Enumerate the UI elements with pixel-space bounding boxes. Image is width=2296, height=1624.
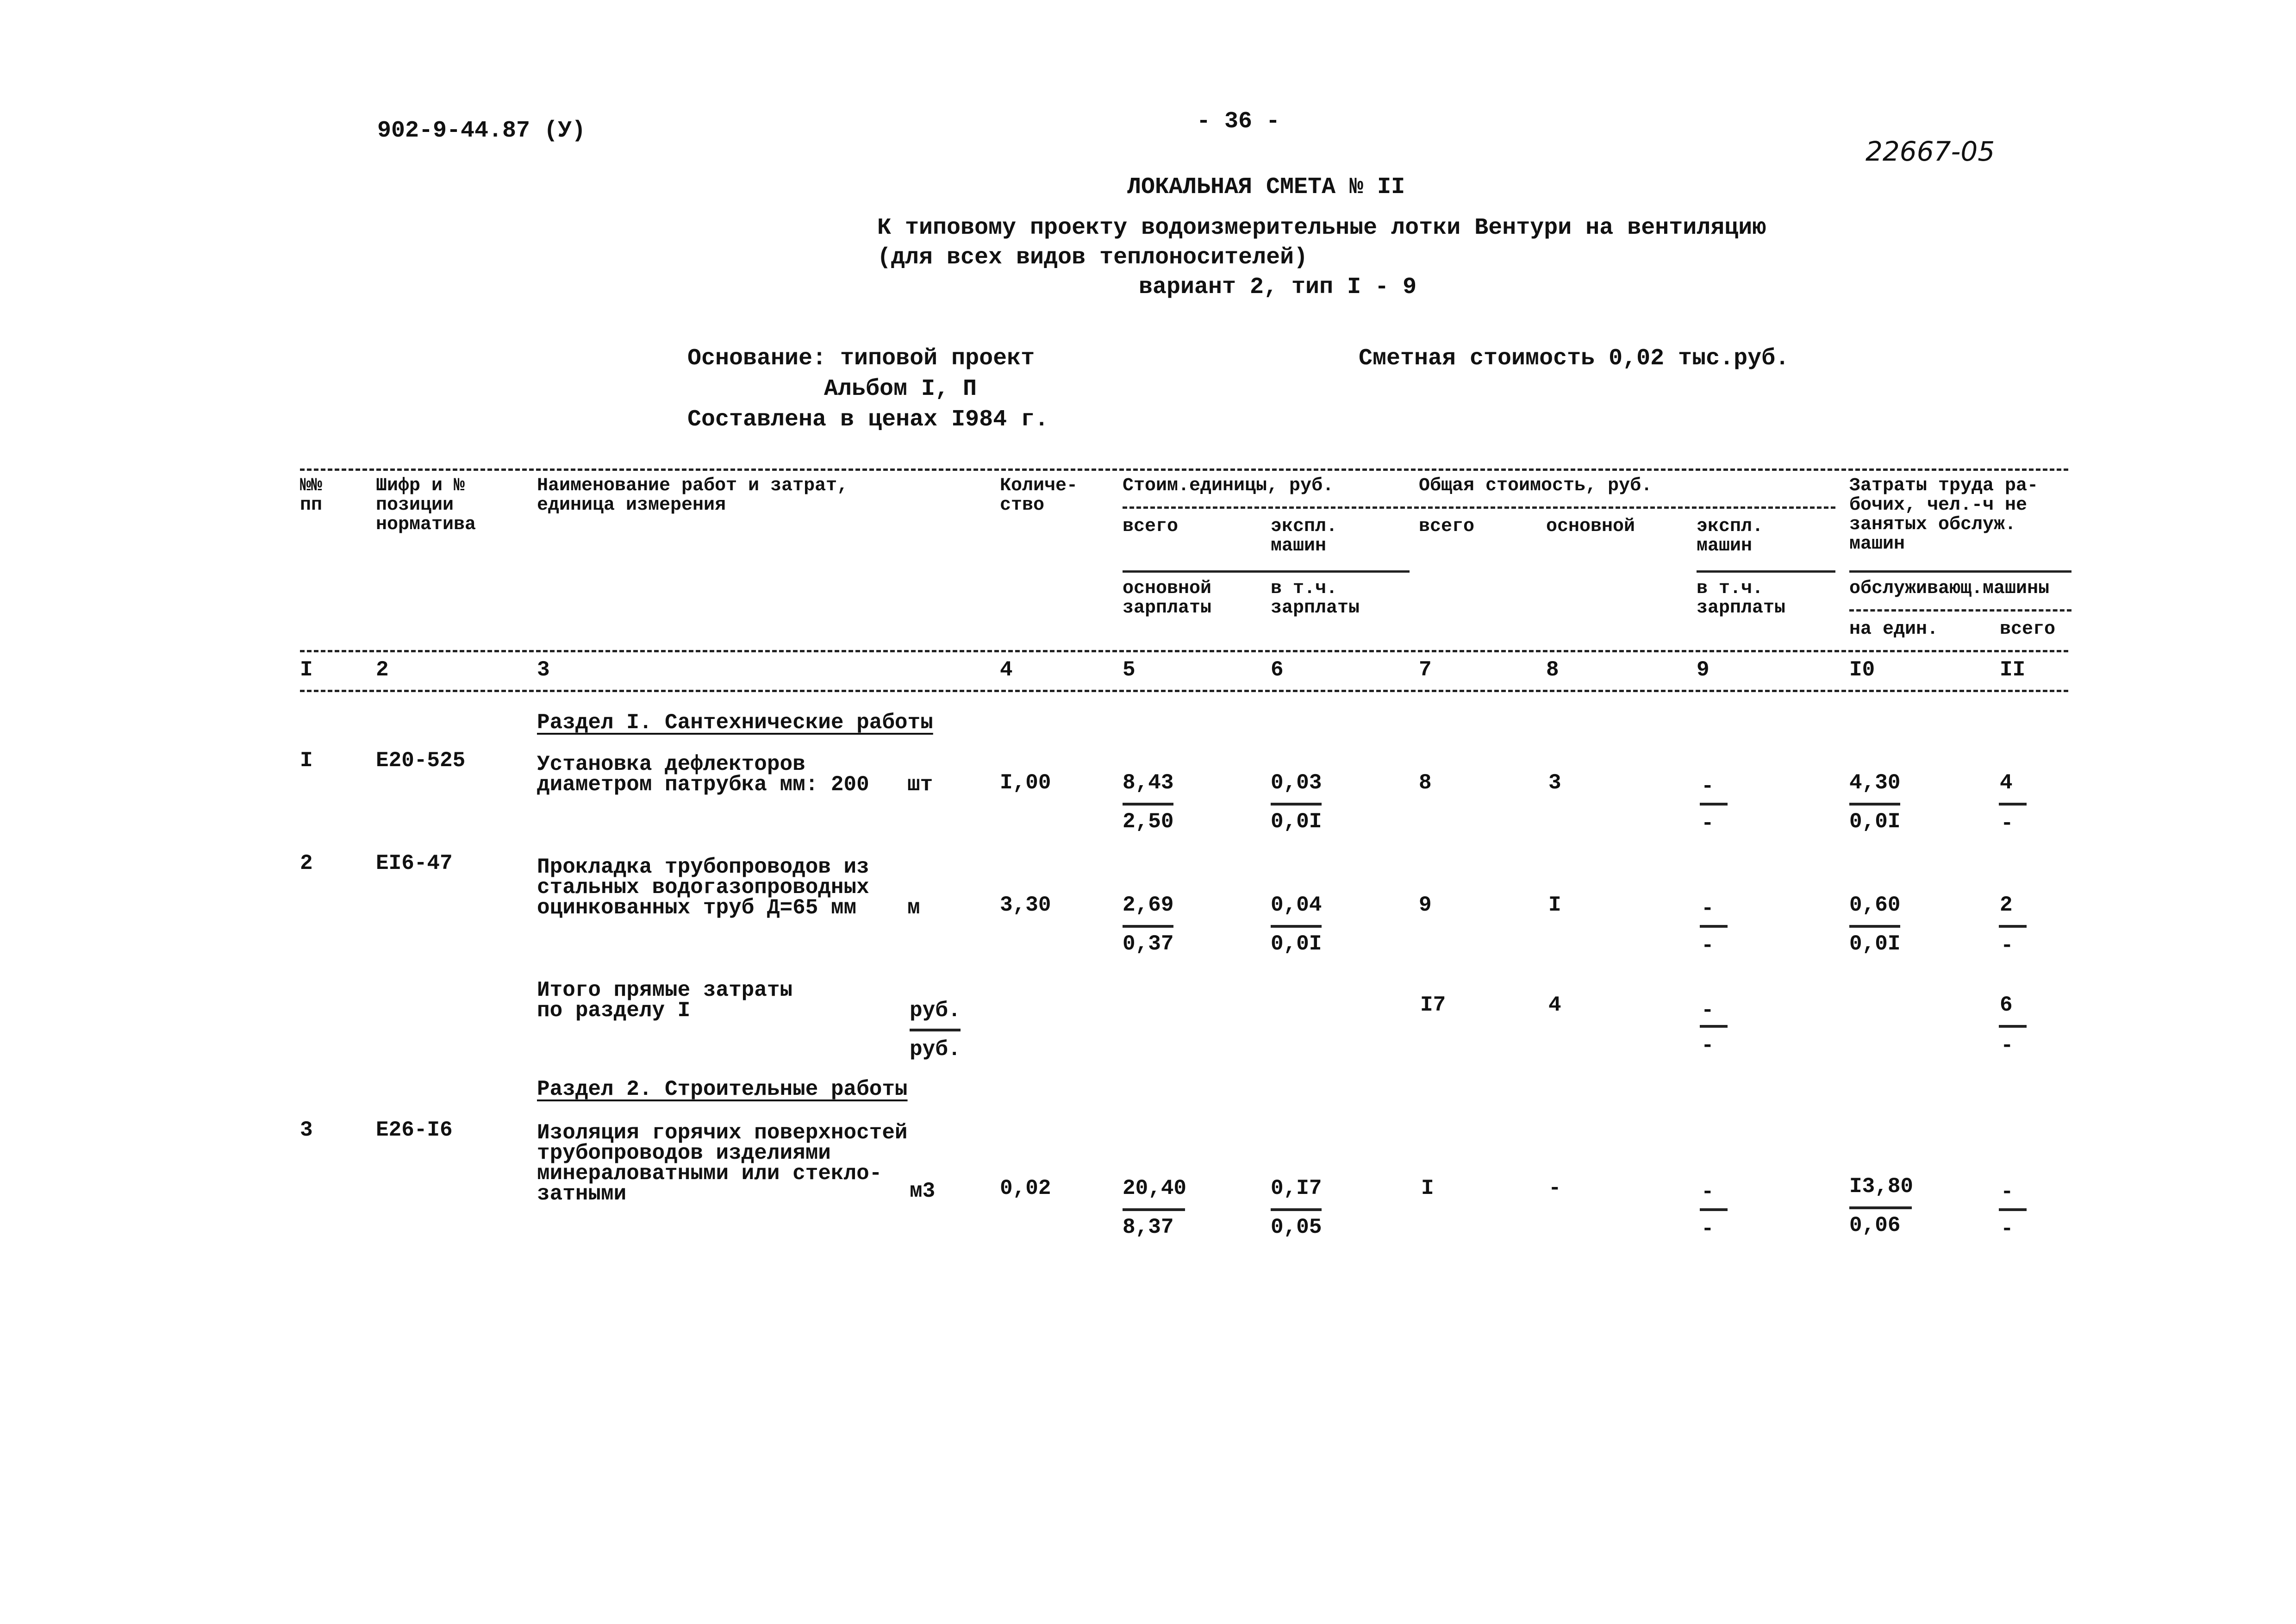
row-name-line2: трубопроводов изделиями — [537, 1141, 831, 1165]
col1-header-line2: пп — [300, 495, 323, 516]
fraction-bar — [1999, 803, 2027, 806]
labor-sub-rule — [1849, 609, 2071, 612]
labor-per-unit-header: на един. — [1849, 619, 1939, 640]
unit-cost-machines: 0,04 — [1271, 893, 1322, 917]
total-cost-all: I — [1421, 1176, 1434, 1200]
fraction-bar — [1700, 803, 1728, 806]
fraction-bar — [1999, 1208, 2027, 1211]
col4-header-line2: ство — [1000, 495, 1045, 516]
col3-header-line2: единица измерения — [537, 495, 726, 516]
basis-line-1: Основание: типовой проект — [687, 345, 1035, 372]
row-number: 3 — [300, 1118, 313, 1142]
estimate-title: ЛОКАЛЬНАЯ СМЕТА № II — [1127, 174, 1405, 200]
subtitle-line-3: вариант 2, тип I - 9 — [1139, 274, 1417, 300]
unit-cost-total: 2,69 — [1123, 893, 1174, 917]
total-cost-machines-wage: - — [1701, 1217, 1714, 1241]
row-name-line2: стальных водогазопроводных — [537, 875, 869, 899]
labor-serv-header: обслуживающ.машины — [1849, 578, 2050, 599]
unit-cost-basic-wage: 8,37 — [1123, 1215, 1174, 1239]
labor-per-unit: 0,60 — [1849, 893, 1901, 917]
subtitle-line-1: К типовому проекту водоизмерительные лотки Вентури на вентиляцию — [877, 215, 1766, 241]
row-name-line1: Изоляция горячих поверхностей — [537, 1121, 908, 1145]
col-number-8: 8 — [1546, 658, 1559, 682]
total-cost-machines-wage: - — [1701, 934, 1714, 958]
fraction-bar — [910, 1029, 961, 1031]
row-name-line1: Прокладка трубопроводов из — [537, 855, 869, 879]
unit-incl-wage-line2: зарплаты — [1271, 598, 1360, 618]
labor-header-line2: бочих, чел.-ч не — [1849, 495, 2028, 516]
numbers-bottom-rule — [300, 690, 2068, 692]
unit-total-header: всего — [1123, 516, 1179, 537]
col2-header-line2: позиции — [376, 495, 454, 516]
row-quantity: 0,02 — [1000, 1176, 1051, 1200]
header-sub-rule-1 — [1123, 506, 1835, 509]
section-title-1: Раздел I. Сантехнические работы — [537, 711, 933, 735]
section-title-2: Раздел 2. Строительные работы — [537, 1077, 908, 1101]
total-cost-machines-wage: - — [1701, 1034, 1714, 1058]
subtotal-name-line1: Итого прямые затраты — [537, 978, 793, 1002]
col3-header-line1: Наименование работ и затрат, — [537, 475, 849, 496]
fraction-bar — [1700, 1208, 1728, 1211]
fraction-bar — [1123, 803, 1173, 806]
estimated-cost: Сметная стоимость 0,02 тыс.руб. — [1359, 345, 1790, 372]
fraction-bar — [1700, 925, 1728, 928]
unit-cost-total: 8,43 — [1123, 771, 1174, 795]
labor-per-unit: 4,30 — [1849, 771, 1901, 795]
col-number-3: 3 — [537, 658, 550, 682]
labor-header-line3: занятых обслуж. — [1849, 514, 2016, 535]
total-cost-basic: 3 — [1548, 771, 1561, 795]
labor-total-machines: - — [2001, 1217, 2014, 1241]
row-name-line3: минераловатными или стекло- — [537, 1162, 882, 1186]
page-number: - 36 - — [1197, 108, 1280, 135]
row-code: ЕI6-47 — [376, 851, 453, 875]
col-number-5: 5 — [1123, 658, 1136, 682]
total-cost-machines: - — [1701, 897, 1714, 921]
total-cost-machines: - — [1701, 999, 1714, 1023]
labor-divider — [1849, 570, 2071, 573]
unit-cost-basic-wage: 2,50 — [1123, 810, 1174, 834]
subtotal-unit-top: руб. — [910, 999, 961, 1023]
fraction-bar — [1123, 1208, 1185, 1211]
table-top-rule — [300, 468, 2068, 471]
header-bottom-rule — [300, 650, 2068, 652]
unit-machines-header-line2: машин — [1271, 536, 1327, 556]
unit-cost-group-header: Стоим.единицы, руб. — [1123, 475, 1334, 496]
labor-total-header: всего — [2000, 619, 2056, 640]
col-number-9: 9 — [1697, 658, 1710, 682]
col2-header-line1: Шифр и № — [376, 475, 465, 496]
unit-cost-total: 20,40 — [1123, 1176, 1187, 1200]
row-name-line1: Установка дефлекторов — [537, 752, 805, 776]
unit-cost-machines-wage: 0,0I — [1271, 932, 1322, 956]
basis-line-2: Альбом I, П — [824, 376, 977, 402]
labor-total: - — [2001, 1180, 2014, 1204]
fraction-bar — [1123, 925, 1173, 928]
total-machines-header-line1: экспл. — [1697, 516, 1764, 537]
fraction-bar — [1849, 925, 1900, 928]
total-cost-all: 9 — [1419, 893, 1432, 917]
col-number-11: II — [2000, 658, 2026, 682]
archive-number: 22667-05 — [1866, 136, 1995, 167]
row-number: I — [300, 749, 313, 773]
col-number-6: 6 — [1271, 658, 1284, 682]
labor-total: 6 — [2000, 993, 2013, 1017]
row-quantity: 3,30 — [1000, 893, 1051, 917]
row-name-line2: диаметром патрубка мм: 200 — [537, 773, 869, 797]
unit-machines-header-line1: экспл. — [1271, 516, 1338, 537]
row-unit: м — [907, 896, 920, 920]
fraction-bar — [1849, 803, 1900, 806]
total-cost-basic: I — [1548, 893, 1561, 917]
col4-header-line1: Количе- — [1000, 475, 1078, 496]
labor-per-unit: I3,80 — [1849, 1174, 1914, 1199]
total-cost-all: I7 — [1420, 993, 1446, 1017]
fraction-bar — [1700, 1025, 1728, 1028]
row-unit: шт — [907, 773, 933, 797]
total-incl-wage-line2: зарплаты — [1697, 598, 1786, 618]
total-basic-header: основной — [1546, 516, 1635, 537]
row-unit: м3 — [910, 1179, 936, 1203]
unit-cost-machines: 0,03 — [1271, 771, 1322, 795]
total-cost-machines-wage: - — [1701, 812, 1714, 836]
row-code: Е20-525 — [376, 749, 466, 773]
unit-cost-machines-wage: 0,0I — [1271, 810, 1322, 834]
subtotal-unit-bottom: руб. — [910, 1037, 961, 1062]
labor-per-unit-machines: 0,0I — [1849, 932, 1901, 956]
unit-cost-machines-wage: 0,05 — [1271, 1215, 1322, 1239]
unit-cost-basic-wage: 0,37 — [1123, 932, 1174, 956]
labor-total-machines: - — [2001, 934, 2014, 958]
col2-header-line3: норматива — [376, 514, 476, 535]
labor-per-unit-machines: 0,06 — [1849, 1213, 1901, 1237]
unit-cost-machines: 0,I7 — [1271, 1176, 1322, 1200]
total-incl-wage-line1: в т.ч. — [1697, 578, 1764, 599]
fraction-bar — [1271, 803, 1322, 806]
row-name-line4: затными — [537, 1182, 627, 1206]
labor-total-machines: - — [2001, 1034, 2014, 1058]
total-cost-machines: - — [1701, 775, 1714, 799]
total-cost-all: 8 — [1419, 771, 1432, 795]
labor-total-machines: - — [2001, 812, 2014, 836]
col-number-4: 4 — [1000, 658, 1013, 682]
col-number-1: I — [300, 658, 313, 682]
subtitle-line-2: (для всех видов теплоносителей) — [877, 244, 1308, 271]
unit-basic-wage-line1: основной — [1123, 578, 1212, 599]
row-name-line3: оцинкованных труб Д=65 мм — [537, 896, 857, 920]
col-number-10: I0 — [1849, 658, 1875, 682]
fraction-bar — [1271, 925, 1322, 928]
total-all-header: всего — [1419, 516, 1475, 537]
unit-cost-divider — [1123, 570, 1410, 573]
labor-total: 2 — [2000, 893, 2013, 917]
fraction-bar — [1999, 1025, 2027, 1028]
total-machines-header-line2: машин — [1697, 536, 1753, 556]
unit-incl-wage-line1: в т.ч. — [1271, 578, 1338, 599]
fraction-bar — [1999, 925, 2027, 928]
row-quantity: I,00 — [1000, 771, 1051, 795]
fraction-bar — [1271, 1208, 1322, 1211]
col-number-7: 7 — [1419, 658, 1432, 682]
total-cost-basic: - — [1548, 1176, 1561, 1200]
labor-header-line4: машин — [1849, 534, 1905, 555]
basis-line-3: Составлена в ценах I984 г. — [687, 406, 1049, 433]
row-code: Е26-I6 — [376, 1118, 453, 1142]
col1-header-line1: №№ — [300, 475, 323, 496]
document-code: 902-9-44.87 (У) — [377, 118, 586, 144]
total-cost-machines: - — [1701, 1180, 1714, 1204]
unit-basic-wage-line2: зарплаты — [1123, 598, 1212, 618]
total-cost-group-header: Общая стоимость, руб. — [1419, 475, 1653, 496]
labor-header-line1: Затраты труда ра- — [1849, 475, 2039, 496]
total-cost-basic: 4 — [1548, 993, 1561, 1017]
col-number-2: 2 — [376, 658, 389, 682]
labor-total: 4 — [2000, 771, 2013, 795]
total-machines-divider — [1697, 570, 1835, 573]
subtotal-name-line2: по разделу I — [537, 999, 691, 1023]
row-number: 2 — [300, 851, 313, 875]
fraction-bar — [1849, 1206, 1912, 1209]
labor-per-unit-machines: 0,0I — [1849, 810, 1901, 834]
